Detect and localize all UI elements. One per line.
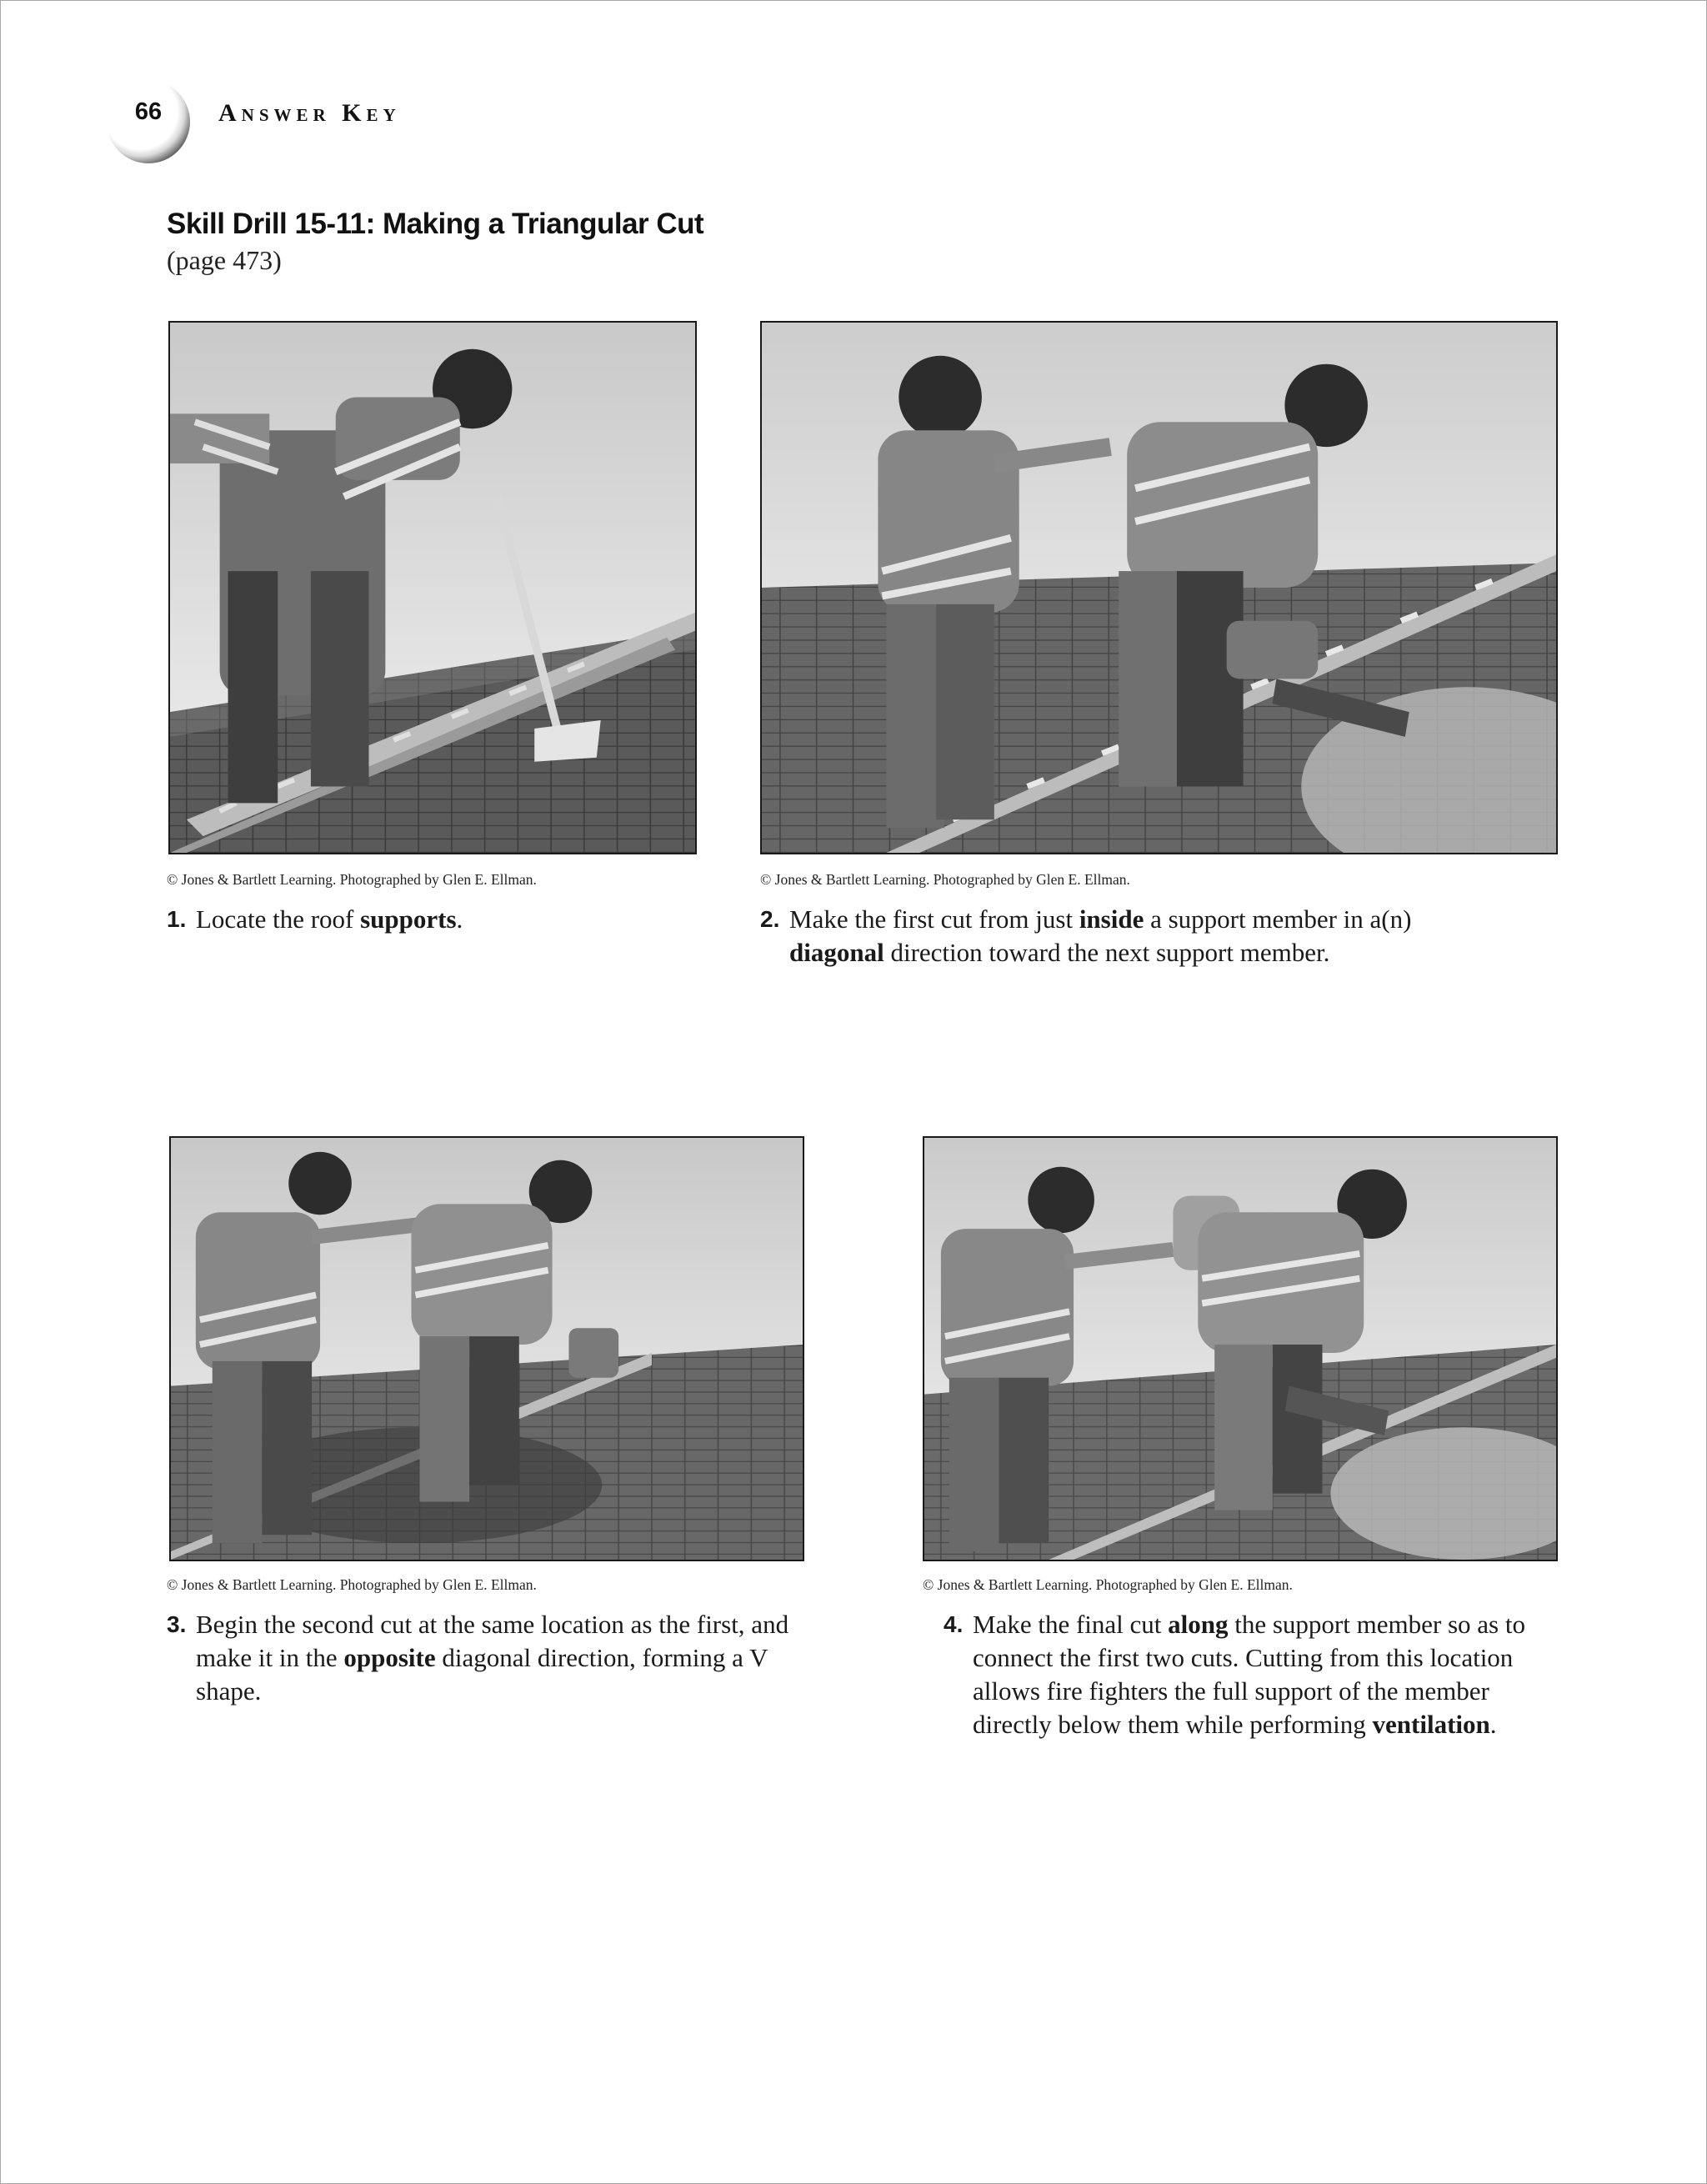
step-1-photo bbox=[168, 321, 697, 854]
step-3-number: 3. bbox=[167, 1611, 187, 1637]
step-2-text-part: a support member in a(n) bbox=[1144, 904, 1412, 934]
step-4-photo-credit: © Jones & Bartlett Learning. Photographed by Glen E. Ellman. bbox=[923, 1576, 1293, 1593]
step-4-number: 4. bbox=[944, 1611, 964, 1637]
step-2-text bbox=[760, 903, 1485, 969]
skill-drill-title: Skill Drill 15-11: Making a Triangular Cut bbox=[167, 208, 704, 240]
step-2-number: 2. bbox=[760, 906, 780, 932]
step-1-text bbox=[167, 903, 667, 936]
step-4-text-part: . bbox=[1489, 1710, 1497, 1739]
step-1-photo-credit: © Jones & Bartlett Learning. Photographed by Glen E. Ellman. bbox=[167, 871, 537, 888]
step-4-answer-along: along bbox=[1168, 1610, 1229, 1639]
step-2-answer-diagonal: diagonal bbox=[789, 938, 884, 967]
step-1-answer-supports: supports bbox=[360, 904, 457, 934]
step-4-text-part: Make the final cut bbox=[973, 1610, 1169, 1639]
step-3-text-part: diagonal direction, forming a V shape. bbox=[196, 1643, 768, 1706]
step-4-answer-ventilation: ventilation bbox=[1372, 1710, 1490, 1739]
step-4-photo bbox=[923, 1136, 1558, 1561]
step-1-number: 1. bbox=[167, 906, 187, 932]
step-2-text-part: direction toward the next support member. bbox=[884, 938, 1330, 967]
step-3-photo bbox=[169, 1136, 804, 1561]
step-2-photo bbox=[760, 321, 1558, 854]
step-3-photo-credit: © Jones & Bartlett Learning. Photographed by Glen E. Ellman. bbox=[167, 1576, 537, 1593]
step-1-text-part: . bbox=[456, 904, 463, 934]
step-2-text-part: Make the first cut from just bbox=[789, 904, 1079, 934]
step-3-text bbox=[167, 1608, 808, 1708]
step-4-text-part: the support member so as to connect the first two cuts. Cutting from this location allows fire fighters the full support of the member directly below them while performing bbox=[973, 1610, 1525, 1739]
step-2-photo-credit: © Jones & Bartlett Learning. Photographed by Glen E. Ellman. bbox=[760, 871, 1130, 888]
running-head: Answer Key bbox=[218, 99, 401, 127]
step-4-text bbox=[944, 1608, 1560, 1741]
step-3-answer-opposite: opposite bbox=[343, 1643, 436, 1672]
skill-drill-page-ref: (page 473) bbox=[167, 245, 282, 275]
page-number: 66 bbox=[134, 98, 163, 125]
step-1-text-part: Locate the roof bbox=[196, 904, 361, 934]
step-2-answer-inside: inside bbox=[1079, 904, 1144, 934]
step-3-text-part: Begin the second cut at the same location as the first, and make it in the bbox=[196, 1610, 789, 1672]
